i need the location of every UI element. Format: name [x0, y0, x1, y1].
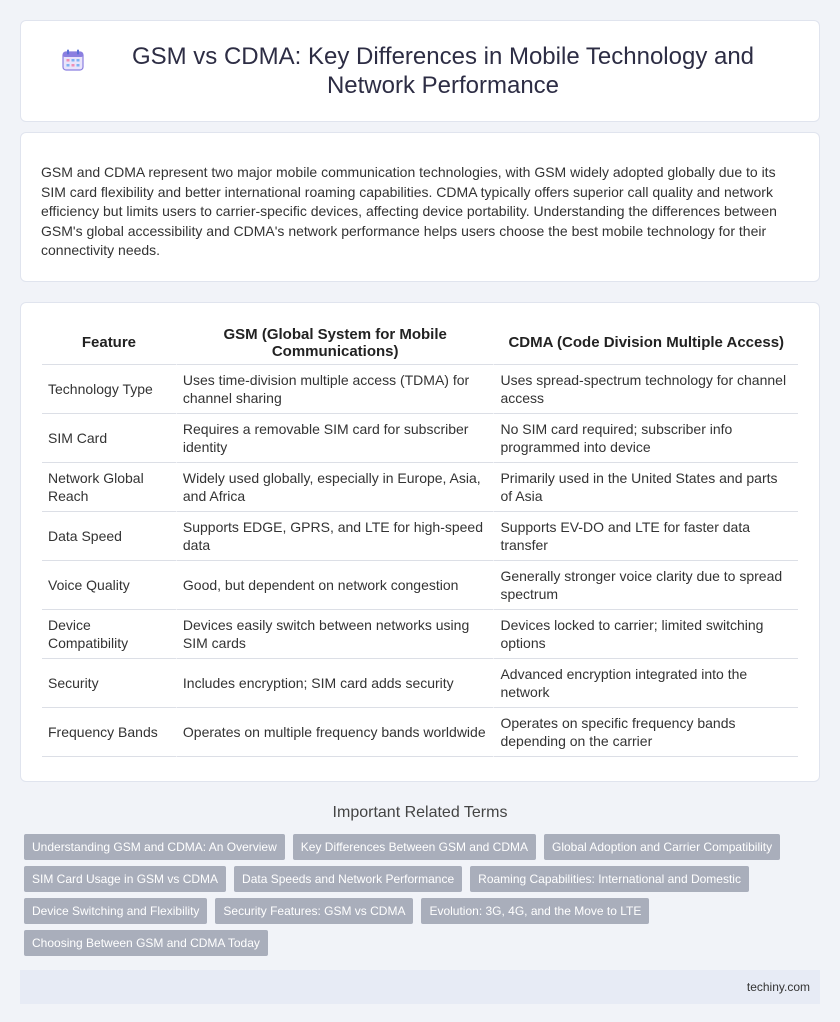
cdma-cell: Supports EV-DO and LTE for faster data transfer	[493, 512, 798, 561]
gsm-cell: Requires a removable SIM card for subscriber identity	[176, 414, 494, 463]
title-wrap	[61, 42, 779, 100]
intro-text: GSM and CDMA represent two major mobile communication technologies, with GSM widely adopted globally due to its SIM card flexibility and better international roaming capabilities. CDMA typically offers superior call quality and network efficiency but limits users to carrier-specific devices, affecting device portability. Understanding the differences between GSM's global accessibility and CDMA's network performance helps users choose the best mobile technology for their connectivity needs.	[41, 164, 777, 258]
cdma-cell: No SIM card required; subscriber info programmed into device	[493, 414, 798, 463]
header-cdma: CDMA (Code Division Multiple Access)	[493, 321, 798, 365]
related-term-tag[interactable]: Global Adoption and Carrier Compatibility	[544, 834, 780, 860]
cdma-cell: Devices locked to carrier; limited switching options	[493, 610, 798, 659]
cdma-cell: Operates on specific frequency bands depending on the carrier	[493, 708, 798, 757]
comparison-table	[42, 321, 798, 757]
intro-card	[20, 132, 820, 282]
gsm-cell: Good, but dependent on network congestion	[176, 561, 494, 610]
gsm-cell: Operates on multiple frequency bands worldwide	[176, 708, 494, 757]
header-gsm: GSM (Global System for Mobile Communications)	[176, 321, 494, 365]
header-card	[20, 20, 820, 122]
table-row	[42, 512, 798, 561]
feature-cell: Device Compatibility	[42, 610, 176, 659]
related-term-tag[interactable]: Key Differences Between GSM and CDMA	[293, 834, 536, 860]
cdma-cell: Generally stronger voice clarity due to spread spectrum	[493, 561, 798, 610]
related-term-tag[interactable]: Evolution: 3G, 4G, and the Move to LTE	[421, 898, 649, 924]
feature-cell: Network Global Reach	[42, 463, 176, 512]
gsm-cell: Supports EDGE, GPRS, and LTE for high-speed data	[176, 512, 494, 561]
gsm-cell: Uses time-division multiple access (TDMA) for channel sharing	[176, 365, 494, 414]
table-header-row	[42, 321, 798, 365]
feature-cell: Security	[42, 659, 176, 708]
footer-site[interactable]: techiny.com	[746, 980, 810, 994]
table-row	[42, 561, 798, 610]
page-title: GSM vs CDMA: Key Differences in Mobile Technology and Network Performance	[131, 43, 755, 99]
related-terms-title: Important Related Terms	[332, 804, 508, 821]
related-term-tag[interactable]: Roaming Capabilities: International and Domestic	[470, 866, 749, 892]
cdma-cell: Advanced encryption integrated into the network	[493, 659, 798, 708]
header-feature: Feature	[42, 321, 176, 365]
feature-cell: Data Speed	[42, 512, 176, 561]
footer	[20, 970, 820, 1004]
feature-cell: Voice Quality	[42, 561, 176, 610]
cdma-cell: Primarily used in the United States and parts of Asia	[493, 463, 798, 512]
table-row	[42, 463, 798, 512]
gsm-cell: Devices easily switch between networks using SIM cards	[176, 610, 494, 659]
table-row	[42, 610, 798, 659]
table-row	[42, 365, 798, 414]
feature-cell: Frequency Bands	[42, 708, 176, 757]
feature-cell: SIM Card	[42, 414, 176, 463]
table-row	[42, 659, 798, 708]
gsm-cell: Widely used globally, especially in Europe, Asia, and Africa	[176, 463, 494, 512]
related-terms-section	[20, 804, 820, 956]
feature-cell: Technology Type	[42, 365, 176, 414]
related-terms-tags	[20, 834, 820, 956]
related-term-tag[interactable]: Device Switching and Flexibility	[24, 898, 207, 924]
related-term-tag[interactable]: Understanding GSM and CDMA: An Overview	[24, 834, 285, 860]
related-term-tag[interactable]: Data Speeds and Network Performance	[234, 866, 462, 892]
table-row	[42, 708, 798, 757]
cdma-cell: Uses spread-spectrum technology for channel access	[493, 365, 798, 414]
table-row	[42, 414, 798, 463]
gsm-cell: Includes encryption; SIM card adds security	[176, 659, 494, 708]
comparison-table-card	[20, 302, 820, 782]
related-term-tag[interactable]: SIM Card Usage in GSM vs CDMA	[24, 866, 226, 892]
related-term-tag[interactable]: Security Features: GSM vs CDMA	[215, 898, 413, 924]
related-term-tag[interactable]: Choosing Between GSM and CDMA Today	[24, 930, 268, 956]
calendar-icon	[61, 48, 85, 72]
